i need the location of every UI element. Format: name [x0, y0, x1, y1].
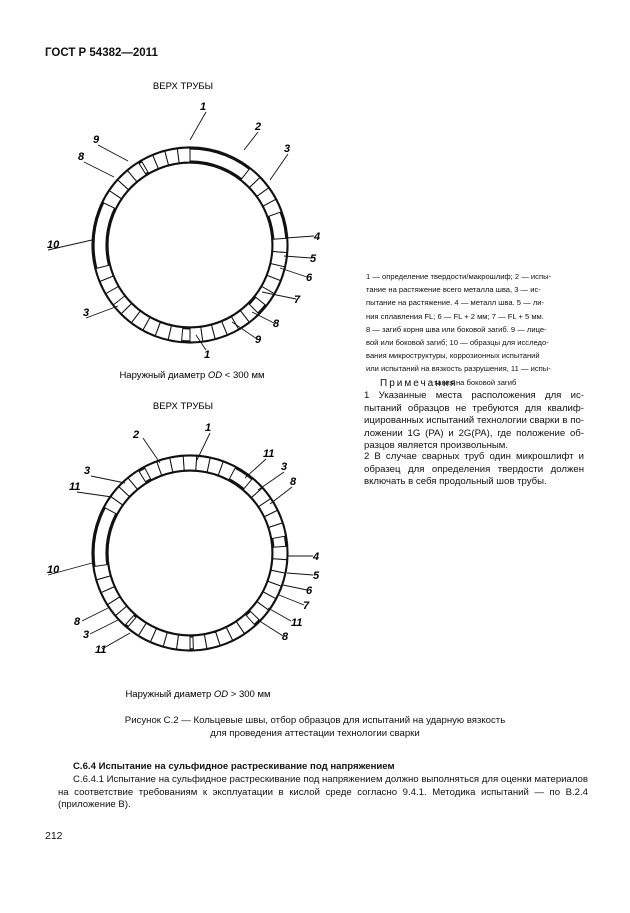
- legend-line: вой или боковой загиб; 10 — образцы для исследо-: [366, 338, 549, 348]
- ring2-label: 3: [84, 465, 91, 477]
- ring1-label: 9: [255, 334, 262, 346]
- section-body: [58, 774, 588, 812]
- ring2-label: 8: [282, 631, 289, 643]
- ring1-labels: [47, 101, 320, 361]
- ring-diagram-small: [93, 148, 287, 342]
- ring1-label: 4: [314, 231, 321, 243]
- ring2-top-label: ВЕРХ ТРУБЫ: [152, 401, 214, 412]
- ring1-label: 3: [284, 143, 291, 155]
- ring-inner: [107, 162, 273, 328]
- ring2-label: 5: [313, 570, 320, 582]
- ring1-label: 8: [78, 151, 85, 163]
- notes-title: Примечания: [380, 378, 458, 389]
- ring1-label: 2: [255, 121, 262, 133]
- ring1-label: 9: [93, 134, 100, 146]
- figure-caption: [0, 714, 630, 740]
- ring2-label: 1: [205, 422, 212, 434]
- legend-line: тание на растяжение всего металла шва, 3 — ис-: [366, 285, 541, 295]
- legend-line: пытание на растяжение. 4 — металл шва. 5 — ли-: [366, 298, 545, 308]
- page-number: 212: [45, 830, 63, 842]
- ring2-label: 6: [306, 585, 313, 597]
- ring1-label: 5: [310, 253, 317, 265]
- figure-legend: [366, 270, 584, 389]
- ring2-caption: Наружный диаметр OD > 300 мм: [125, 689, 271, 700]
- ring2-label: 3: [281, 461, 288, 473]
- ring1-label: 6: [306, 272, 313, 284]
- ring1-caption: Наружный диаметр OD < 300 мм: [119, 370, 265, 381]
- ring2-label: 11: [263, 448, 275, 460]
- ring2-label: 2: [133, 429, 140, 441]
- sample-segment: [170, 456, 184, 472]
- ring2-label: 4: [313, 551, 320, 563]
- legend-line: ния сплавления FL; 6 — FL + 2 мм; 7 — FL + 5 мм.: [366, 311, 544, 321]
- note-1: 1 Указанные места расположения для ис-пытаний образцов не требуются для квалиф-ицированных испытаний технологии сварки в по-ложении 1G (PA) и 2G(PA), где положение об-разцов является произвольным.: [364, 390, 584, 452]
- legend-line: тания на боковой загиб: [433, 377, 517, 387]
- document-header: ГОСТ Р 54382—2011: [45, 47, 158, 59]
- legend-line: 1 — определение твердости/макрошлиф; 2 — испы-: [366, 272, 552, 281]
- ring2-label: 7: [303, 600, 310, 612]
- ring1-label: 7: [294, 294, 301, 306]
- ring1-label: 8: [273, 318, 280, 330]
- figure-caption-line: для проведения аттестации технологии сварки: [210, 728, 420, 739]
- section-paragraph: С.6.4.1 Испытание на сульфидное растрескивание под напряжением должно выполняться для оценки материалов на соответствие требованиям к эксплуатации в кислой среде согласно 9.4.1. Методика испытаний — по В.2.4 (приложение В).: [58, 774, 588, 811]
- sample-segment: [190, 327, 203, 342]
- section-title: С.6.4 Испытание на сульфидное растрескивание под напряжением: [73, 761, 395, 772]
- ring1-label: 10: [47, 239, 60, 251]
- ring1-top-label: ВЕРХ ТРУБЫ: [152, 81, 214, 92]
- sample-segment: [177, 148, 190, 163]
- sample-segment: [273, 546, 287, 560]
- ring2-label: 11: [95, 644, 107, 656]
- ring2-label: 10: [47, 564, 60, 576]
- ring2-label: 11: [291, 617, 303, 629]
- ring1-label: 3: [83, 307, 90, 319]
- sample-segment: [273, 238, 287, 252]
- ring2-label: 11: [69, 481, 81, 493]
- sample-segment: [193, 635, 207, 650]
- legend-line: 8 — загиб корня шва или боковой загиб. 9 — лице-: [366, 324, 547, 334]
- ring1-label: 1: [200, 101, 207, 113]
- ring-inner: [107, 470, 273, 636]
- note-2: 2 В случае сварных труб один микрошлифт и образец для определения твердости должен включать в себя продольный шов трубы.: [364, 451, 584, 488]
- legend-line: вания микроструктуры, коррозионных испытаний: [366, 351, 540, 361]
- legend-line: или испытаний на вязкость разрушения, 11 — испы-: [366, 364, 551, 374]
- ring-diagram-large: [93, 456, 287, 650]
- figure-caption-line: Рисунок С.2 — Кольцевые швы, отбор образцов для испытаний на ударную вязкость: [124, 715, 506, 726]
- sample-segment: [183, 456, 197, 470]
- ring2-label: 8: [290, 476, 297, 488]
- ring2-label: 3: [83, 629, 90, 641]
- ring2-label: 8: [74, 616, 81, 628]
- ring1-label: 1: [204, 349, 211, 361]
